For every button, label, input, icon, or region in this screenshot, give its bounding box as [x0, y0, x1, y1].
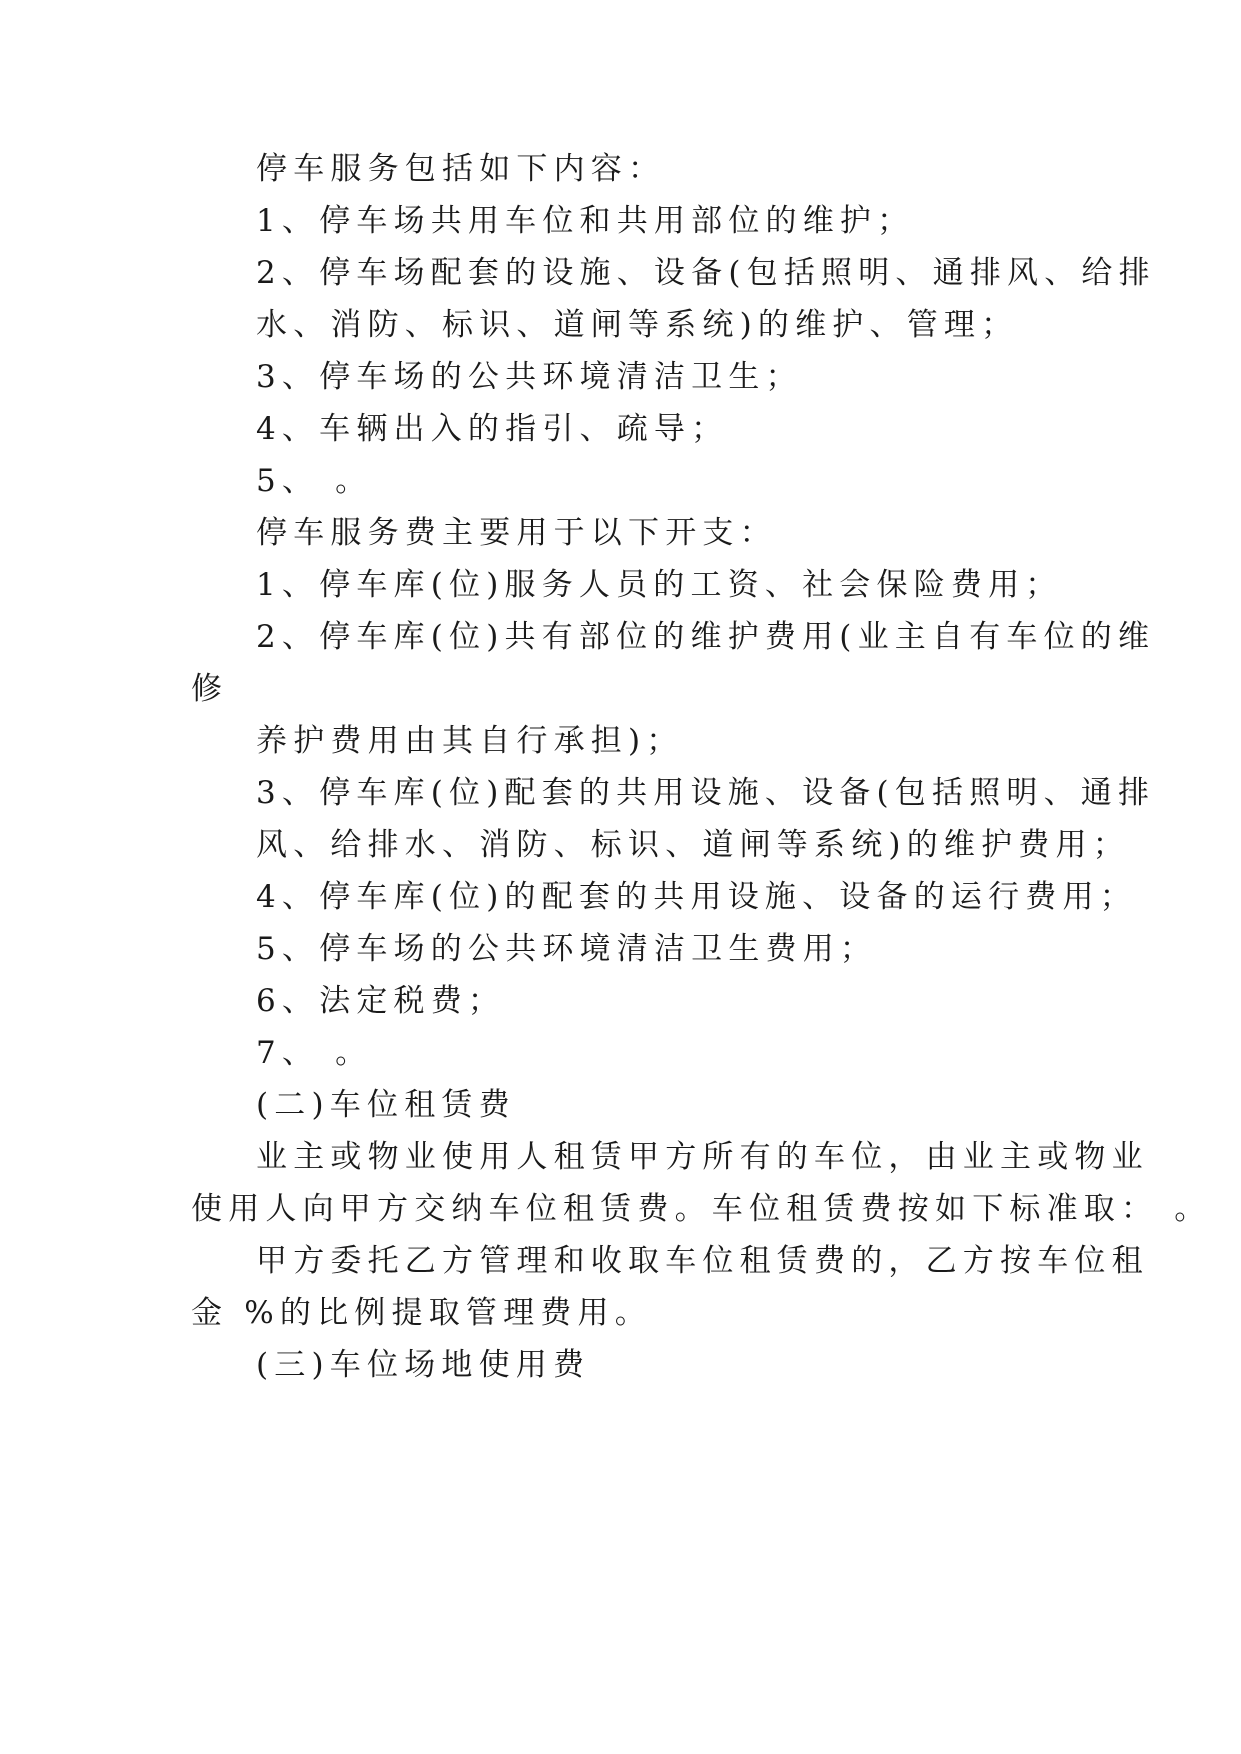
list-item-expense-4: 4、停车库(位)的配套的共用设施、设备的运行费用；	[256, 879, 1137, 915]
list-item-expense-3-line-2: 风、给排水、消防、标识、道闸等系统)的维护费用；	[256, 827, 1130, 863]
paragraph-parking-service-intro: 停车服务包括如下内容：	[256, 151, 666, 187]
list-item-service-3: 3、停车场的公共环境清洁卫生；	[256, 359, 803, 395]
list-item-service-1: 1、停车场共用车位和共用部位的维护；	[256, 203, 915, 239]
list-item-expense-1: 1、停车库(位)服务人员的工资、社会保险费用；	[256, 567, 1063, 603]
paragraph-rental-line-2: 使用人向甲方交纳车位租赁费。车位租赁费按如下标准取： 。	[191, 1191, 1212, 1227]
paragraph-fee-usage-intro: 停车服务费主要用于以下开支：	[256, 515, 777, 551]
section-heading-site-usage-fee: (三)车位场地使用费	[256, 1347, 591, 1383]
list-item-service-4: 4、车辆出入的指引、疏导；	[256, 411, 729, 447]
section-heading-rental-fee: (二)车位租赁费	[256, 1087, 516, 1123]
list-item-expense-2-line-3: 养护费用由其自行承担)；	[256, 723, 684, 759]
list-item-expense-6: 6、法定税费；	[256, 983, 506, 1019]
paragraph-rental-line-1: 业主或物业使用人租赁甲方所有的车位，由业主或物业	[256, 1139, 1149, 1175]
list-item-expense-7: 7、 。	[256, 1035, 373, 1071]
list-item-expense-3-line-1: 3、停车库(位)配套的共用设施、设备(包括照明、通排	[256, 775, 1156, 811]
paragraph-management-line-1: 甲方委托乙方管理和收取车位租赁费的，乙方按车位租	[256, 1243, 1149, 1279]
list-item-service-2-line-2: 水、消防、标识、道闸等系统)的维护、管理；	[256, 307, 1019, 343]
list-item-expense-5: 5、停车场的公共环境清洁卫生费用；	[256, 931, 878, 967]
list-item-expense-2-line-2: 修	[191, 671, 229, 707]
list-item-service-2-line-1: 2、停车场配套的设施、设备(包括照明、通排风、给排	[256, 255, 1156, 291]
list-item-service-5: 5、 。	[256, 463, 373, 499]
list-item-expense-2-line-1: 2、停车库(位)共有部位的维护费用(业主自有车位的维	[256, 619, 1156, 655]
paragraph-management-line-2: 金 %的比例提取管理费用。	[191, 1295, 652, 1331]
